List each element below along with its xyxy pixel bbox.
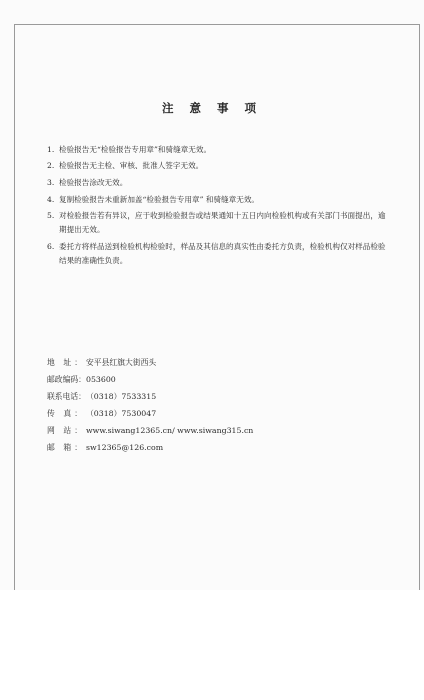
note-number: 6. [47, 242, 55, 251]
note-text: 复制检验报告未重新加盖“检验报告专用章” 和骑缝章无效。 [59, 195, 260, 204]
note-text: 检验报告无“检验报告专用章”和骑缝章无效。 [59, 145, 212, 154]
website-value[interactable]: www.siwang12365.cn/ www.siwang315.cn [86, 426, 254, 435]
address-value: 安平县红旗大街西头 [86, 358, 157, 367]
address-line [47, 357, 156, 368]
note-number: 3. [47, 178, 55, 187]
email-line [47, 442, 163, 453]
note-number: 4. [47, 195, 55, 204]
note-number: 1. [47, 145, 55, 154]
note-item-1 [47, 143, 387, 157]
note-text: 检验报告涂改无效。 [59, 178, 128, 187]
postcode-value: 053600 [86, 375, 116, 384]
note-item-5 [47, 209, 387, 237]
page-edge-top [14, 24, 420, 25]
phone-value: （0318）7533315 [86, 392, 157, 401]
address-label: 地 址： [47, 358, 82, 367]
note-item-3 [47, 176, 387, 190]
website-line [47, 425, 253, 436]
note-text: 检验报告无主检、审核、批准人签字无效。 [59, 161, 204, 170]
fax-line [47, 408, 156, 419]
note-item-4 [47, 193, 387, 207]
postcode-label: 邮政编码： [47, 375, 86, 384]
phone-label: 联系电话： [47, 392, 86, 401]
note-text: 对检验报告若有异议，应于收到检验报告或结果通知十五日内向检验机构或有关部门书面提出，逾期提出无效。 [59, 211, 386, 234]
fax-label: 传 真： [47, 409, 82, 418]
note-number: 2. [47, 161, 55, 170]
website-label: 网 站： [47, 426, 82, 435]
note-number: 5. [47, 211, 55, 220]
phone-line [47, 391, 156, 402]
fax-value: （0318）7530047 [86, 409, 157, 418]
postcode-line [47, 374, 116, 385]
page-title: 注 意 事 项 [161, 101, 262, 115]
email-value[interactable]: sw12365@126.com [86, 443, 164, 452]
note-text: 委托方将样品送到检验机构检验时，样品及其信息的真实性由委托方负责，检验机构仅对样品检验结果的准确性负责。 [59, 242, 386, 265]
note-item-6 [47, 240, 387, 268]
email-label: 邮 箱： [47, 443, 82, 452]
note-item-2 [47, 159, 387, 173]
